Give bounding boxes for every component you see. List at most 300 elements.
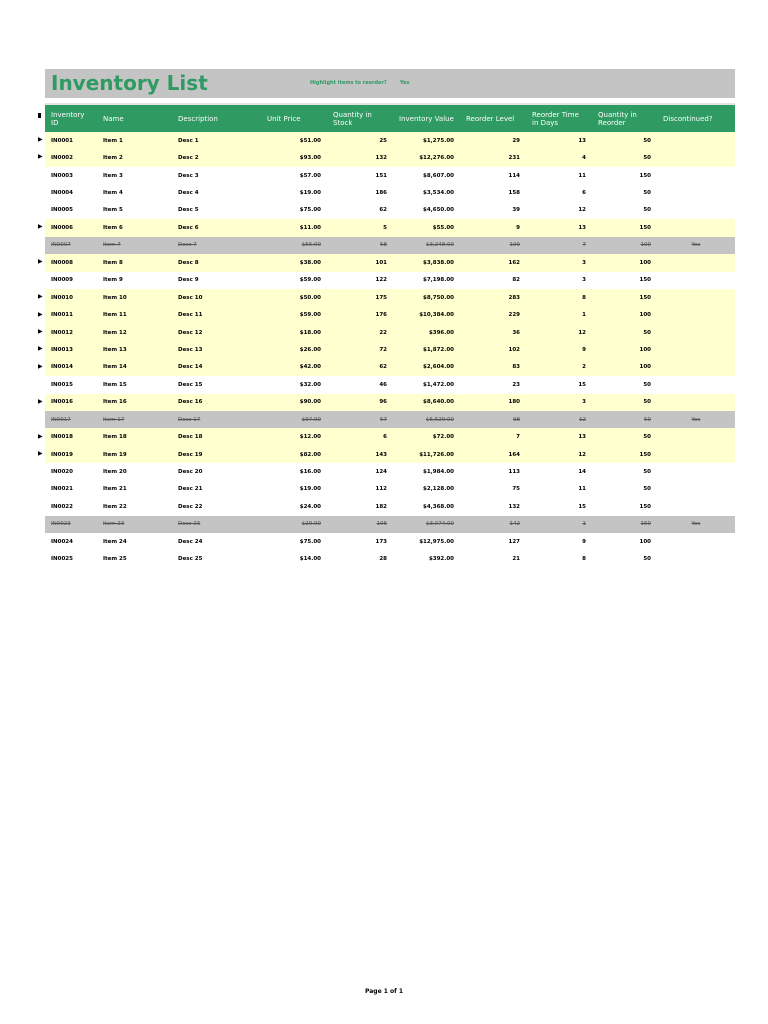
cell-quantity-in-stock[interactable]: 46 xyxy=(327,376,393,393)
cell-unit-price[interactable]: $19.00 xyxy=(261,481,327,498)
table-row[interactable] xyxy=(45,306,735,323)
cell-inventory-id[interactable]: IN0007 xyxy=(45,237,97,254)
cell-discontinued[interactable] xyxy=(657,289,735,306)
highlight-reorder-value[interactable]: Yes xyxy=(400,80,410,86)
table-row[interactable] xyxy=(45,202,735,219)
cell-unit-price[interactable]: $11.00 xyxy=(261,219,327,236)
cell-quantity-in-stock[interactable]: 25 xyxy=(327,132,393,149)
cell-inventory-value[interactable]: $3,074.00 xyxy=(393,516,460,533)
cell-reorder-time[interactable]: 1 xyxy=(526,516,592,533)
cell-quantity-in-stock[interactable]: 57 xyxy=(327,411,393,428)
cell-name[interactable]: Item 19 xyxy=(97,446,172,463)
cell-name[interactable]: Item 3 xyxy=(97,167,172,184)
cell-quantity-in-stock[interactable]: 124 xyxy=(327,463,393,480)
cell-inventory-value[interactable]: $7,198.00 xyxy=(393,272,460,289)
cell-inventory-id[interactable]: IN0014 xyxy=(45,359,97,376)
table-row[interactable] xyxy=(45,184,735,201)
cell-discontinued[interactable] xyxy=(657,551,735,568)
cell-discontinued[interactable] xyxy=(657,376,735,393)
cell-unit-price[interactable]: $75.00 xyxy=(261,533,327,550)
col-header-name[interactable]: Name xyxy=(97,105,172,132)
page-footer: Page 1 of 1 xyxy=(365,988,403,995)
cell-reorder-level[interactable]: 114 xyxy=(460,167,526,184)
cell-quantity-in-reorder[interactable]: 50 xyxy=(592,481,657,498)
cell-discontinued[interactable] xyxy=(657,184,735,201)
cell-quantity-in-reorder[interactable]: 50 xyxy=(592,428,657,445)
cell-unit-price[interactable]: $59.00 xyxy=(261,306,327,323)
cell-inventory-id[interactable]: IN0010 xyxy=(45,289,97,306)
cell-description[interactable]: Desc 23 xyxy=(172,516,261,533)
cell-description[interactable]: Desc 25 xyxy=(172,551,261,568)
cell-description[interactable]: Desc 6 xyxy=(172,219,261,236)
cell-name[interactable]: Item 11 xyxy=(97,306,172,323)
cell-unit-price[interactable]: $26.00 xyxy=(261,341,327,358)
cell-name[interactable]: Item 5 xyxy=(97,202,172,219)
cell-description[interactable]: Desc 12 xyxy=(172,324,261,341)
cell-reorder-time[interactable]: 3 xyxy=(526,254,592,271)
cell-discontinued[interactable] xyxy=(657,167,735,184)
table-row[interactable] xyxy=(45,428,735,445)
cell-discontinued[interactable] xyxy=(657,463,735,480)
col-header-quantity-in-stock[interactable]: Quantity in Stock xyxy=(327,105,393,132)
cell-reorder-time[interactable]: 13 xyxy=(526,428,592,445)
cell-inventory-id[interactable]: IN0025 xyxy=(45,551,97,568)
cell-discontinued[interactable] xyxy=(657,533,735,550)
cell-description[interactable]: Desc 22 xyxy=(172,498,261,515)
cell-inventory-id[interactable]: IN0009 xyxy=(45,272,97,289)
cell-unit-price[interactable]: $32.00 xyxy=(261,376,327,393)
table-row[interactable] xyxy=(45,446,735,463)
cell-description[interactable]: Desc 10 xyxy=(172,289,261,306)
cell-unit-price[interactable]: $24.00 xyxy=(261,498,327,515)
cell-unit-price[interactable]: $93.00 xyxy=(261,149,327,166)
cell-reorder-level[interactable]: 23 xyxy=(460,376,526,393)
cell-reorder-time[interactable]: 11 xyxy=(526,481,592,498)
cell-description[interactable]: Desc 21 xyxy=(172,481,261,498)
table-row[interactable] xyxy=(45,359,735,376)
table-row[interactable] xyxy=(45,167,735,184)
cell-unit-price[interactable]: $19.00 xyxy=(261,184,327,201)
cell-description[interactable]: Desc 9 xyxy=(172,272,261,289)
cell-reorder-time[interactable]: 13 xyxy=(526,219,592,236)
cell-quantity-in-stock[interactable]: 62 xyxy=(327,202,393,219)
cell-name[interactable]: Item 20 xyxy=(97,463,172,480)
cell-reorder-level[interactable]: 127 xyxy=(460,533,526,550)
cell-unit-price[interactable]: $51.00 xyxy=(261,132,327,149)
cell-name[interactable]: Item 7 xyxy=(97,237,172,254)
cell-inventory-id[interactable]: IN0023 xyxy=(45,516,97,533)
cell-discontinued[interactable] xyxy=(657,341,735,358)
cell-name[interactable]: Item 12 xyxy=(97,324,172,341)
cell-unit-price[interactable]: $97.00 xyxy=(261,411,327,428)
cell-description[interactable]: Desc 20 xyxy=(172,463,261,480)
cell-discontinued[interactable] xyxy=(657,132,735,149)
col-header-reorder-time[interactable]: Reorder Time in Days xyxy=(526,105,592,132)
cell-unit-price[interactable]: $42.00 xyxy=(261,359,327,376)
cell-description[interactable]: Desc 17 xyxy=(172,411,261,428)
cell-inventory-value[interactable]: $2,604.00 xyxy=(393,359,460,376)
cell-quantity-in-stock[interactable]: 101 xyxy=(327,254,393,271)
cell-quantity-in-reorder[interactable]: 150 xyxy=(592,289,657,306)
table-row[interactable] xyxy=(45,551,735,568)
cell-discontinued[interactable] xyxy=(657,359,735,376)
cell-name[interactable]: Item 2 xyxy=(97,149,172,166)
cell-name[interactable]: Item 22 xyxy=(97,498,172,515)
cell-inventory-value[interactable]: $392.00 xyxy=(393,551,460,568)
cell-description[interactable]: Desc 3 xyxy=(172,167,261,184)
cell-quantity-in-reorder[interactable]: 100 xyxy=(592,237,657,254)
cell-inventory-value[interactable]: $12,975.00 xyxy=(393,533,460,550)
cell-name[interactable]: Item 1 xyxy=(97,132,172,149)
cell-inventory-value[interactable]: $2,128.00 xyxy=(393,481,460,498)
cell-discontinued[interactable] xyxy=(657,324,735,341)
table-row[interactable] xyxy=(45,481,735,498)
cell-inventory-id[interactable]: IN0017 xyxy=(45,411,97,428)
cell-inventory-value[interactable]: $12,276.00 xyxy=(393,149,460,166)
reorder-flag-icon: ▶ xyxy=(38,136,43,143)
cell-reorder-time[interactable]: 15 xyxy=(526,376,592,393)
cell-inventory-id[interactable]: IN0021 xyxy=(45,481,97,498)
cell-description[interactable]: Desc 14 xyxy=(172,359,261,376)
cell-unit-price[interactable]: $12.00 xyxy=(261,428,327,445)
cell-reorder-level[interactable]: 102 xyxy=(460,341,526,358)
cell-discontinued[interactable] xyxy=(657,149,735,166)
cell-unit-price[interactable]: $90.00 xyxy=(261,394,327,411)
cell-reorder-level[interactable]: 162 xyxy=(460,254,526,271)
reorder-flag-icon: ▶ xyxy=(38,362,43,370)
cell-quantity-in-stock[interactable]: 22 xyxy=(327,324,393,341)
cell-reorder-level[interactable]: 36 xyxy=(460,324,526,341)
cell-quantity-in-stock[interactable]: 106 xyxy=(327,516,393,533)
cell-unit-price[interactable]: $75.00 xyxy=(261,202,327,219)
cell-discontinued[interactable]: Yes xyxy=(657,411,735,428)
cell-quantity-in-stock[interactable]: 58 xyxy=(327,237,393,254)
cell-discontinued[interactable] xyxy=(657,202,735,219)
reorder-flag-icon: ▶ xyxy=(38,327,43,335)
cell-reorder-time[interactable]: 9 xyxy=(526,533,592,550)
table-row[interactable] xyxy=(45,289,735,306)
cell-inventory-id[interactable]: IN0001 xyxy=(45,132,97,149)
cell-reorder-time[interactable]: 3 xyxy=(526,394,592,411)
cell-quantity-in-stock[interactable]: 176 xyxy=(327,306,393,323)
table-row[interactable] xyxy=(45,533,735,550)
table-row[interactable] xyxy=(45,463,735,480)
cell-inventory-id[interactable]: IN0003 xyxy=(45,167,97,184)
cell-inventory-id[interactable]: IN0016 xyxy=(45,394,97,411)
cell-description[interactable]: Desc 4 xyxy=(172,184,261,201)
cell-quantity-in-stock[interactable]: 175 xyxy=(327,289,393,306)
cell-reorder-level[interactable]: 109 xyxy=(460,237,526,254)
table-row[interactable] xyxy=(45,394,735,411)
cell-quantity-in-reorder[interactable]: 50 xyxy=(592,184,657,201)
cell-unit-price[interactable]: $18.00 xyxy=(261,324,327,341)
cell-unit-price[interactable]: $56.00 xyxy=(261,237,327,254)
cell-discontinued[interactable] xyxy=(657,498,735,515)
cell-quantity-in-stock[interactable]: 6 xyxy=(327,428,393,445)
cell-inventory-value[interactable]: $1,472.00 xyxy=(393,376,460,393)
cell-reorder-time[interactable]: 4 xyxy=(526,149,592,166)
cell-quantity-in-reorder[interactable]: 150 xyxy=(592,272,657,289)
cell-inventory-id[interactable]: IN0002 xyxy=(45,149,97,166)
col-header-description[interactable]: Description xyxy=(172,105,261,132)
cell-unit-price[interactable]: $50.00 xyxy=(261,289,327,306)
cell-inventory-value[interactable]: $5,529.00 xyxy=(393,411,460,428)
reorder-flag-icon: ▶ xyxy=(38,345,43,353)
col-header-inventory-value[interactable]: Inventory Value xyxy=(393,105,460,132)
cell-reorder-level[interactable]: 231 xyxy=(460,149,526,166)
cell-name[interactable]: Item 9 xyxy=(97,272,172,289)
cell-reorder-level[interactable]: 180 xyxy=(460,394,526,411)
cell-unit-price[interactable]: $14.00 xyxy=(261,551,327,568)
cell-inventory-id[interactable]: IN0012 xyxy=(45,324,97,341)
cell-description[interactable]: Desc 2 xyxy=(172,149,261,166)
inventory-table xyxy=(45,105,735,568)
cell-discontinued[interactable] xyxy=(657,428,735,445)
cell-inventory-value[interactable]: $11,726.00 xyxy=(393,446,460,463)
cell-quantity-in-reorder[interactable]: 150 xyxy=(592,498,657,515)
cell-inventory-id[interactable]: IN0013 xyxy=(45,341,97,358)
cell-reorder-time[interactable]: 11 xyxy=(526,167,592,184)
cell-reorder-time[interactable]: 12 xyxy=(526,324,592,341)
cell-reorder-level[interactable]: 7 xyxy=(460,428,526,445)
cell-inventory-value[interactable]: $8,640.00 xyxy=(393,394,460,411)
cell-inventory-value[interactable]: $1,275.00 xyxy=(393,132,460,149)
cell-reorder-time[interactable]: 12 xyxy=(526,411,592,428)
cell-inventory-id[interactable]: IN0018 xyxy=(45,428,97,445)
cell-discontinued[interactable] xyxy=(657,394,735,411)
cell-name[interactable]: Item 6 xyxy=(97,219,172,236)
reorder-flag-icon: ▶ xyxy=(38,258,43,266)
table-row[interactable] xyxy=(45,411,735,428)
cell-quantity-in-stock[interactable]: 5 xyxy=(327,219,393,236)
col-header-reorder-level[interactable]: Reorder Level xyxy=(460,105,526,132)
cell-name[interactable]: Item 8 xyxy=(97,254,172,271)
cell-quantity-in-stock[interactable]: 28 xyxy=(327,551,393,568)
cell-discontinued[interactable] xyxy=(657,481,735,498)
cell-quantity-in-stock[interactable]: 112 xyxy=(327,481,393,498)
cell-inventory-value[interactable]: $3,838.00 xyxy=(393,254,460,271)
cell-name[interactable]: Item 15 xyxy=(97,376,172,393)
cell-quantity-in-reorder[interactable]: 50 xyxy=(592,149,657,166)
cell-description[interactable]: Desc 11 xyxy=(172,306,261,323)
table-row[interactable] xyxy=(45,254,735,271)
cell-inventory-id[interactable]: IN0024 xyxy=(45,533,97,550)
cell-quantity-in-stock[interactable]: 151 xyxy=(327,167,393,184)
cell-reorder-level[interactable]: 132 xyxy=(460,498,526,515)
cell-reorder-time[interactable]: 14 xyxy=(526,463,592,480)
cell-inventory-id[interactable]: IN0004 xyxy=(45,184,97,201)
cell-quantity-in-reorder[interactable]: 100 xyxy=(592,254,657,271)
cell-discontinued[interactable] xyxy=(657,254,735,271)
cell-unit-price[interactable]: $57.00 xyxy=(261,167,327,184)
cell-description[interactable]: Desc 19 xyxy=(172,446,261,463)
cell-quantity-in-stock[interactable]: 186 xyxy=(327,184,393,201)
cell-description[interactable]: Desc 1 xyxy=(172,132,261,149)
cell-inventory-value[interactable]: $1,984.00 xyxy=(393,463,460,480)
cell-quantity-in-reorder[interactable]: 100 xyxy=(592,306,657,323)
cell-inventory-id[interactable]: IN0008 xyxy=(45,254,97,271)
cell-quantity-in-reorder[interactable]: 50 xyxy=(592,132,657,149)
cell-unit-price[interactable]: $38.00 xyxy=(261,254,327,271)
cell-description[interactable]: Desc 15 xyxy=(172,376,261,393)
cell-quantity-in-reorder[interactable]: 50 xyxy=(592,463,657,480)
highlight-reorder-label: Highlight items to reorder? xyxy=(310,80,387,86)
cell-reorder-level[interactable]: 29 xyxy=(460,132,526,149)
table-row[interactable] xyxy=(45,324,735,341)
table-row[interactable] xyxy=(45,341,735,358)
cell-reorder-level[interactable]: 75 xyxy=(460,481,526,498)
cell-description[interactable]: Desc 5 xyxy=(172,202,261,219)
cell-reorder-level[interactable]: 229 xyxy=(460,306,526,323)
cell-reorder-time[interactable]: 3 xyxy=(526,272,592,289)
cell-quantity-in-reorder[interactable]: 150 xyxy=(592,167,657,184)
cell-quantity-in-stock[interactable]: 72 xyxy=(327,341,393,358)
cell-discontinued[interactable]: Yes xyxy=(657,516,735,533)
cell-name[interactable]: Item 21 xyxy=(97,481,172,498)
cell-inventory-id[interactable]: IN0020 xyxy=(45,463,97,480)
reorder-flag-icon: ▶ xyxy=(38,223,43,231)
reorder-flag-icon: ▶ xyxy=(38,310,43,318)
cell-reorder-level[interactable]: 9 xyxy=(460,219,526,236)
cell-name[interactable]: Item 25 xyxy=(97,551,172,568)
cell-inventory-value[interactable]: $10,384.00 xyxy=(393,306,460,323)
cell-quantity-in-stock[interactable]: 173 xyxy=(327,533,393,550)
reorder-flag-icon: ▶ xyxy=(38,450,43,458)
cell-inventory-value[interactable]: $8,607.00 xyxy=(393,167,460,184)
cell-quantity-in-reorder[interactable]: 50 xyxy=(592,202,657,219)
cell-quantity-in-stock[interactable]: 182 xyxy=(327,498,393,515)
cell-inventory-id[interactable]: IN0006 xyxy=(45,219,97,236)
cell-description[interactable]: Desc 16 xyxy=(172,394,261,411)
cell-quantity-in-reorder[interactable]: 100 xyxy=(592,341,657,358)
cell-name[interactable]: Item 10 xyxy=(97,289,172,306)
cell-quantity-in-stock[interactable]: 122 xyxy=(327,272,393,289)
cell-discontinued[interactable]: Yes xyxy=(657,237,735,254)
reorder-flag-icon: ▶ xyxy=(38,397,43,405)
cell-reorder-level[interactable]: 142 xyxy=(460,516,526,533)
cell-discontinued[interactable] xyxy=(657,446,735,463)
cell-quantity-in-reorder[interactable]: 100 xyxy=(592,359,657,376)
cell-reorder-time[interactable]: 8 xyxy=(526,551,592,568)
cell-reorder-time[interactable]: 13 xyxy=(526,132,592,149)
cell-quantity-in-reorder[interactable]: 50 xyxy=(592,376,657,393)
cell-quantity-in-reorder[interactable]: 150 xyxy=(592,219,657,236)
cell-name[interactable]: Item 13 xyxy=(97,341,172,358)
cell-quantity-in-stock[interactable]: 62 xyxy=(327,359,393,376)
table-row[interactable] xyxy=(45,237,735,254)
cell-name[interactable]: Item 24 xyxy=(97,533,172,550)
cell-reorder-time[interactable]: 7 xyxy=(526,237,592,254)
cell-reorder-time[interactable]: 12 xyxy=(526,202,592,219)
cell-name[interactable]: Item 14 xyxy=(97,359,172,376)
cell-quantity-in-reorder[interactable]: 100 xyxy=(592,533,657,550)
cell-reorder-level[interactable]: 164 xyxy=(460,446,526,463)
table-row[interactable] xyxy=(45,498,735,515)
cell-reorder-level[interactable]: 82 xyxy=(460,272,526,289)
cell-discontinued[interactable] xyxy=(657,219,735,236)
cell-description[interactable]: Desc 24 xyxy=(172,533,261,550)
cell-inventory-value[interactable]: $55.00 xyxy=(393,219,460,236)
table-row[interactable] xyxy=(45,516,735,533)
cell-unit-price[interactable]: $16.00 xyxy=(261,463,327,480)
cell-inventory-id[interactable]: IN0011 xyxy=(45,306,97,323)
table-header-row xyxy=(45,105,735,132)
cell-quantity-in-reorder[interactable]: 50 xyxy=(592,324,657,341)
cell-inventory-value[interactable]: $3,534.00 xyxy=(393,184,460,201)
cell-unit-price[interactable]: $82.00 xyxy=(261,446,327,463)
cell-description[interactable]: Desc 13 xyxy=(172,341,261,358)
cell-quantity-in-stock[interactable]: 96 xyxy=(327,394,393,411)
col-header-discontinued[interactable]: Discontinued? xyxy=(657,105,735,132)
col-header-unit-price[interactable]: Unit Price xyxy=(261,105,327,132)
cell-name[interactable]: Item 4 xyxy=(97,184,172,201)
table-row[interactable] xyxy=(45,376,735,393)
cell-quantity-in-reorder[interactable]: 150 xyxy=(592,446,657,463)
cell-inventory-id[interactable]: IN0022 xyxy=(45,498,97,515)
cell-quantity-in-stock[interactable]: 132 xyxy=(327,149,393,166)
cell-unit-price[interactable]: $29.00 xyxy=(261,516,327,533)
cell-inventory-id[interactable]: IN0019 xyxy=(45,446,97,463)
cell-reorder-level[interactable]: 98 xyxy=(460,411,526,428)
cell-name[interactable]: Item 18 xyxy=(97,428,172,445)
cell-inventory-value[interactable]: $1,872.00 xyxy=(393,341,460,358)
cell-reorder-level[interactable]: 39 xyxy=(460,202,526,219)
cell-quantity-in-reorder[interactable]: 50 xyxy=(592,411,657,428)
cell-discontinued[interactable] xyxy=(657,272,735,289)
col-header-inventory-id[interactable]: Inventory ID xyxy=(45,105,97,132)
cell-quantity-in-reorder[interactable]: 150 xyxy=(592,516,657,533)
cell-quantity-in-reorder[interactable]: 50 xyxy=(592,394,657,411)
cell-inventory-value[interactable]: $3,248.00 xyxy=(393,237,460,254)
cell-inventory-value[interactable]: $4,650.00 xyxy=(393,202,460,219)
cell-name[interactable]: Item 16 xyxy=(97,394,172,411)
reorder-flag-icon: ▶ xyxy=(38,432,43,440)
cell-inventory-value[interactable]: $72.00 xyxy=(393,428,460,445)
cell-reorder-level[interactable]: 113 xyxy=(460,463,526,480)
cell-reorder-time[interactable]: 2 xyxy=(526,359,592,376)
cell-description[interactable]: Desc 7 xyxy=(172,237,261,254)
cell-reorder-time[interactable]: 1 xyxy=(526,306,592,323)
cell-quantity-in-reorder[interactable]: 50 xyxy=(592,551,657,568)
cell-description[interactable]: Desc 8 xyxy=(172,254,261,271)
cell-inventory-value[interactable]: $8,750.00 xyxy=(393,289,460,306)
cell-reorder-time[interactable]: 6 xyxy=(526,184,592,201)
col-header-quantity-in-reorder[interactable]: Quantity in Reorder xyxy=(592,105,657,132)
cell-name[interactable]: Item 23 xyxy=(97,516,172,533)
cell-reorder-level[interactable]: 83 xyxy=(460,359,526,376)
cell-reorder-level[interactable]: 158 xyxy=(460,184,526,201)
cell-unit-price[interactable]: $59.00 xyxy=(261,272,327,289)
cell-inventory-value[interactable]: $396.00 xyxy=(393,324,460,341)
table-row[interactable] xyxy=(45,132,735,149)
table-row[interactable] xyxy=(45,149,735,166)
table-row[interactable] xyxy=(45,219,735,236)
cell-inventory-id[interactable]: IN0005 xyxy=(45,202,97,219)
cell-reorder-time[interactable]: 12 xyxy=(526,446,592,463)
cell-quantity-in-stock[interactable]: 143 xyxy=(327,446,393,463)
cell-reorder-time[interactable]: 9 xyxy=(526,341,592,358)
cell-inventory-value[interactable]: $4,368.00 xyxy=(393,498,460,515)
cell-reorder-time[interactable]: 8 xyxy=(526,289,592,306)
cell-reorder-level[interactable]: 21 xyxy=(460,551,526,568)
cell-description[interactable]: Desc 18 xyxy=(172,428,261,445)
cell-reorder-time[interactable]: 15 xyxy=(526,498,592,515)
cell-name[interactable]: Item 17 xyxy=(97,411,172,428)
cell-reorder-level[interactable]: 283 xyxy=(460,289,526,306)
cell-inventory-id[interactable]: IN0015 xyxy=(45,376,97,393)
table-row[interactable] xyxy=(45,272,735,289)
cell-discontinued[interactable] xyxy=(657,306,735,323)
